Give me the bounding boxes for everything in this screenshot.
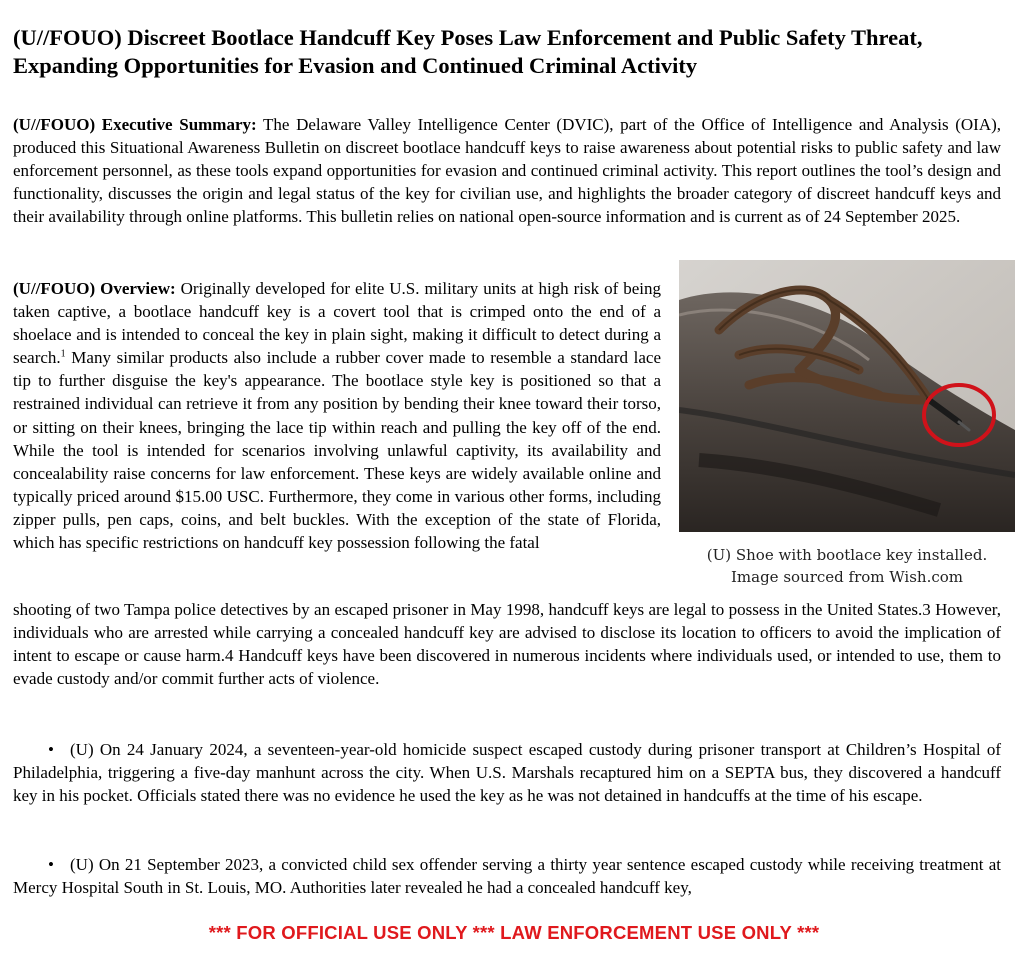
shoe-with-bootlace-key-photo <box>679 260 1015 532</box>
executive-summary-text: The Delaware Valley Intelligence Center (DVIC), part of the Office of Intelligence and Analysis (OIA), produced this Situational Awareness Bulletin on discreet bootlace handcuff keys to raise awareness about potential risks to public safety and law enforcement personnel, as these tools expand opportunities for evasion and continued criminal activity. This report outlines the tool’s design and functionality, discusses the origin and legal status of the key for civilian use, and highlights the broader category of discreet handcuff keys and their availability through online platforms. This bulletin relies on national open-source information and is current as of 24 September 2025. <box>13 115 1002 227</box>
overview-text-b: Many similar products also include a rubber cover made to resemble a standard lace tip to further disguise the key's appearance. The bootlace style key is positioned so that a restrained individual can retrieve it from any position by bending their knee toward their torso, or sitting on their knees, bringing the lace tip within reach and pulling the key off of the end. While the tool is intended for scenarios involving unlawful captivity, its availability and concealability raise concerns for law enforcement. These keys are widely available online and typically priced around $15.00 USC. Furthermore, they come in various other forms, including zipper pulls, pen caps, coins, and belt buckles. With the exception of the state of Florida, which has specific restrictions on handcuff key possession following the fatal <box>13 348 661 553</box>
executive-summary-label: (U//FOUO) Executive Summary: <box>13 115 257 134</box>
bullet-marker: • <box>48 855 54 874</box>
figure-caption-line-1: (U) Shoe with bootlace key installed. <box>706 546 988 564</box>
bullet-marker: • <box>48 740 54 759</box>
bullet-item <box>13 738 1001 807</box>
overview-label: (U//FOUO) Overview: <box>13 279 176 298</box>
classification-footer: *** FOR OFFICIAL USE ONLY *** LAW ENFORCEMENT USE ONLY *** <box>208 922 820 943</box>
executive-summary <box>13 113 1001 228</box>
bullet-text: (U) On 24 January 2024, a seventeen-year-old homicide suspect escaped custody during prisoner transport at Children’s Hospital of Philadelphia, triggering a five-day manhunt across the city. When U.S. Marshals recaptured him on a SEPTA bus, they discovered a handcuff key in his pocket. Officials stated there was no evidence he used the key as he was not detained in handcuffs at the time of his escape. <box>13 740 1001 806</box>
bullet-item <box>13 853 1001 899</box>
overview-paragraph-rest: shooting of two Tampa police detectives by an escaped prisoner in May 1998, handcuff keys are legal to possess in the United States.3 However, individuals who are arrested while carrying a concealed handcuff key are advised to disclose its location to officers to avoid the implication of intent to escape or cause harm.4 Handcuff keys have been discovered in numerous incidents where individuals used, or intended to use, them to evade custody and/or commit further acts of violence. <box>13 600 1001 689</box>
overview-paragraph-top <box>13 277 661 554</box>
document-title: (U//FOUO) Discreet Bootlace Handcuff Key Poses Law Enforcement and Public Safety Threat, Expanding Opportunities for Evasion and Continued Criminal Activity <box>13 25 923 78</box>
figure-caption <box>679 544 1015 588</box>
figure-caption-line-2: Image sourced from Wish.com <box>730 568 964 586</box>
footnote-marker[interactable]: 1 <box>60 348 66 360</box>
overview-text-a: Originally developed for elite U.S. military units at high risk of being taken captive, a bootlace handcuff key is a covert tool that is crimped onto the end of a shoelace and is intended to conceal the key in plain sight, making it difficult to detect during a search. <box>13 279 661 368</box>
bullet-text: (U) On 21 September 2023, a convicted child sex offender serving a thirty year sentence escaped custody while receiving treatment at Mercy Hospital South in St. Louis, MO. Authorities later revealed he had a concealed handcuff key, <box>13 855 1001 898</box>
shoe-photo-icon <box>679 260 1015 532</box>
